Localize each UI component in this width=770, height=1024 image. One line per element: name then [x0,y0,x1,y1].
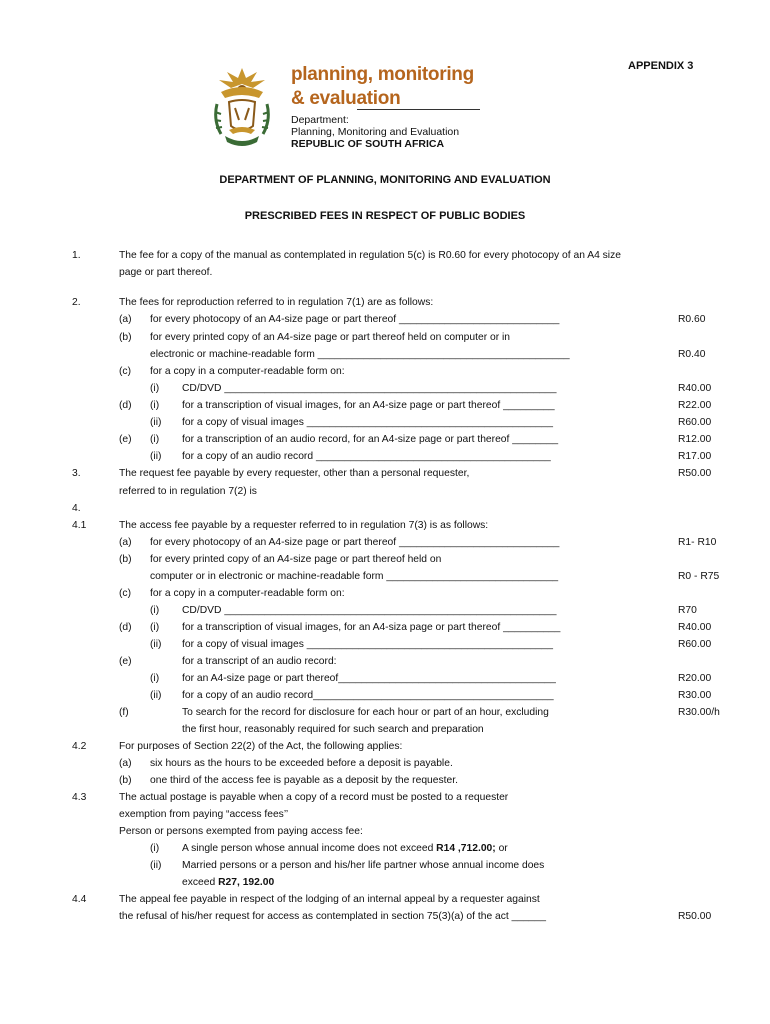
item-letter: (e) [119,434,132,445]
item-letter: (f) [119,707,129,718]
section-text: The appeal fee payable in respect of the lodging of an internal appeal by a requester against [119,894,540,905]
section-text: Person or persons exempted from paying access fee: [119,826,363,837]
item-letter: (e) [119,656,132,667]
item-text: for every printed copy of an A4-size page or part thereof held on computer or in [150,332,511,343]
item-text: for a transcription of an audio record, for an A4-size page or part thereof ________ [182,434,559,445]
item-text: for a transcription of visual images, for an A4-siza page or part thereof __________ [182,622,561,633]
item-text: six hours as the hours to be exceeded before a deposit is payable. [150,758,453,769]
item-text: exceed R27, 192.00 [182,877,275,888]
fee-amount: R22.00 [678,400,712,411]
item-text: A single person whose annual income does not exceed R14 ,712.00; or [182,843,508,854]
item-roman: (ii) [150,860,162,871]
section-text: page or part thereof. [119,267,213,278]
fee-amount: R40.00 [678,383,712,394]
logo-divider [357,109,480,110]
item-text: computer or in electronic or machine-readable form ______________________________ [150,571,559,582]
item-text: for a copy of visual images ___________________________________________ [182,417,554,428]
logo-department-name: Planning, Monitoring and Evaluation [291,126,460,138]
fee-amount: R60.00 [678,639,712,650]
document-title: DEPARTMENT OF PLANNING, MONITORING AND EVALUATION [219,174,551,186]
section-text: exemption from paying “access fees’’ [119,809,289,820]
fee-amount: R70 [678,605,697,616]
fee-amount: R30.00 [678,690,712,701]
item-text: one third of the access fee is payable as a deposit by the requester. [150,775,458,786]
income-threshold: R14 ,712.00; [436,843,496,854]
item-text: for every photocopy of an A4-size page or part thereof ____________________________ [150,314,560,325]
section-text: referred to in regulation 7(2) is [119,486,257,497]
fee-amount: R20.00 [678,673,712,684]
section-number: 3. [72,468,81,479]
fee-amount: R30.00/h [678,707,720,718]
item-letter: (a) [119,537,132,548]
item-letter: (d) [119,622,132,633]
section-number: 4. [72,503,81,514]
section-text: The request fee payable by every requester, other than a personal requester, [119,468,470,479]
item-letter: (a) [119,758,132,769]
fee-amount: R50.00 [678,468,712,479]
logo-text-line2: & evaluation [291,88,401,109]
item-letter: (c) [119,588,132,599]
item-roman: (ii) [150,690,162,701]
logo-department-label: Department: [291,114,349,126]
section-number: 4.1 [72,520,87,531]
item-text: for a transcript of an audio record: [182,656,337,667]
fee-amount: R40.00 [678,622,712,633]
item-roman: (i) [150,434,160,445]
section-number: 1. [72,250,81,261]
item-text: CD/DVD __________________________________________________________ [182,605,557,616]
section-number: 4.4 [72,894,87,905]
fee-amount: R0 - R75 [678,571,720,582]
logo-country: REPUBLIC OF SOUTH AFRICA [291,138,445,150]
item-text: for an A4-size page or part thereof______________________________________ [182,673,556,684]
coat-of-arms-icon [207,64,277,152]
fee-amount: R17.00 [678,451,712,462]
section-text: the refusal of his/her request for access as contemplated in section 75(3)(a) of the act ______ [119,911,546,922]
fee-amount: R0.40 [678,349,706,360]
item-text: the first hour, reasonably required for such search and preparation [182,724,484,735]
item-letter: (a) [119,314,132,325]
section-number: 4.2 [72,741,87,752]
item-roman: (i) [150,843,160,854]
item-text: for a copy of an audio record _________________________________________ [182,451,551,462]
item-text: for a copy in a computer-readable form on: [150,366,345,377]
item-letter: (c) [119,366,132,377]
section-text: For purposes of Section 22(2) of the Act, the following applies: [119,741,403,752]
item-roman: (ii) [150,639,162,650]
fee-amount: R12.00 [678,434,712,445]
section-text: The actual postage is payable when a copy of a record must be posted to a requester [119,792,509,803]
item-roman: (i) [150,673,160,684]
fee-amount: R0.60 [678,314,706,325]
item-letter: (d) [119,400,132,411]
item-text: electronic or machine-readable form ____________________________________________ [150,349,570,360]
section-text: The fee for a copy of the manual as contemplated in regulation 5(c) is R0.60 for every photocopy of an A4 size [119,250,621,261]
item-text: Married persons or a person and his/her life partner whose annual income does [182,860,545,871]
item-roman: (i) [150,622,160,633]
item-roman: (i) [150,383,160,394]
item-letter: (b) [119,554,132,565]
section-number: 2. [72,297,81,308]
item-roman: (ii) [150,451,162,462]
item-roman: (i) [150,400,160,411]
fee-amount: R50.00 [678,911,712,922]
item-roman: (i) [150,605,160,616]
fee-amount: R60.00 [678,417,712,428]
item-text: for a copy of visual images ___________________________________________ [182,639,554,650]
section-text: The fees for reproduction referred to in regulation 7(1) are as follows: [119,297,434,308]
item-text: To search for the record for disclosure for each hour or part of an hour, excluding [182,707,549,718]
item-text: CD/DVD __________________________________________________________ [182,383,557,394]
document-subtitle: PRESCRIBED FEES IN RESPECT OF PUBLIC BODIES [244,210,526,222]
item-letter: (b) [119,332,132,343]
department-logo [207,64,487,154]
item-text: for a copy in a computer-readable form on: [150,588,345,599]
appendix-label: APPENDIX 3 [628,60,694,72]
logo-text-line1: planning, monitoring [291,64,474,85]
item-text: for every printed copy of an A4-size page or part thereof held on [150,554,442,565]
section-number: 4.3 [72,792,87,803]
item-text: for a copy of an audio record__________________________________________ [182,690,554,701]
item-text: for a transcription of visual images, for an A4-size page or part thereof _________ [182,400,555,411]
fee-amount: R1- R10 [678,537,717,548]
income-threshold: R27, 192.00 [218,877,275,888]
item-roman: (ii) [150,417,162,428]
item-letter: (b) [119,775,132,786]
item-text: for every photocopy of an A4-size page or part thereof ____________________________ [150,537,560,548]
section-text: The access fee payable by a requester referred to in regulation 7(3) is as follows: [119,520,489,531]
